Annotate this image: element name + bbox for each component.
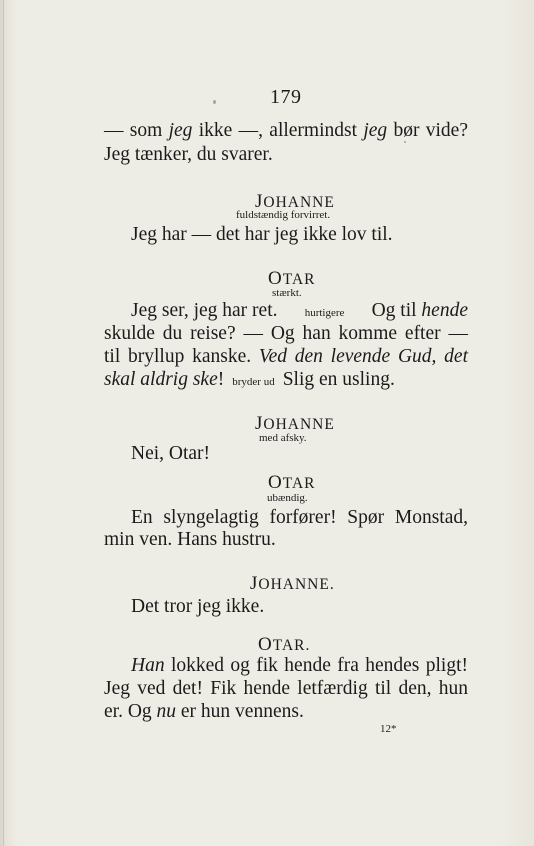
speaker-name: OTAR: [268, 268, 316, 289]
stage-direction-inline: bryder ud: [232, 376, 275, 388]
dialogue-line: er. Og nu er hun vennens.: [104, 701, 304, 722]
dialogue-line: skal aldrig ske! bryder ud Slig en usling.: [104, 368, 404, 394]
speaker-name: JOHANNE.: [250, 573, 335, 594]
dialogue-line: til bryllup kanske. Ved den levende Gud, det: [104, 346, 468, 367]
stage-direction: fuldstændig forvirret.: [236, 209, 331, 221]
dialogue-line: skulde du reise? — Og han komme efter —: [104, 323, 468, 344]
text-line-content: — som jeg ikke —, allermindst jeg bør vide?: [104, 120, 468, 141]
text-line: [104, 119, 468, 143]
dialogue-line: Jeg har — det har jeg ikke lov til.: [131, 224, 393, 245]
dialogue-line: Jeg ved det! Fik hende letfærdig til den, hun: [104, 678, 468, 699]
speaker-name: JOHANNE: [255, 191, 335, 212]
dialogue-line: min ven. Hans hustru.: [104, 529, 276, 550]
paper-speck: [213, 100, 216, 104]
dialogue-line: Jeg ser, jeg har ret. hurtigere Og til hende: [131, 299, 468, 325]
stage-direction-inline: hurtigere: [304, 307, 345, 319]
stage-direction: stærkt.: [272, 287, 302, 299]
stage-direction: med afsky.: [259, 432, 307, 444]
dialogue-line: Det tror jeg ikke.: [131, 596, 265, 617]
paper-speck: [404, 141, 406, 143]
speaker-name: OTAR: [268, 472, 316, 493]
signature-mark: 12*: [380, 723, 397, 735]
page-edge: [3, 0, 4, 846]
dialogue-line: Nei, Otar!: [131, 443, 211, 464]
page-number: 179: [270, 86, 302, 108]
speaker-name: OTAR.: [258, 634, 311, 655]
dialogue-line: En slyngelagtig forfører! Spør Monstad,: [131, 507, 468, 528]
dialogue-line: Han lokked og fik hende fra hendes pligt!: [131, 655, 468, 676]
stage-direction: ubændig.: [267, 492, 308, 504]
speaker-name: JOHANNE: [255, 413, 335, 434]
text-line: Jeg tænker, du svarer.: [104, 144, 273, 165]
